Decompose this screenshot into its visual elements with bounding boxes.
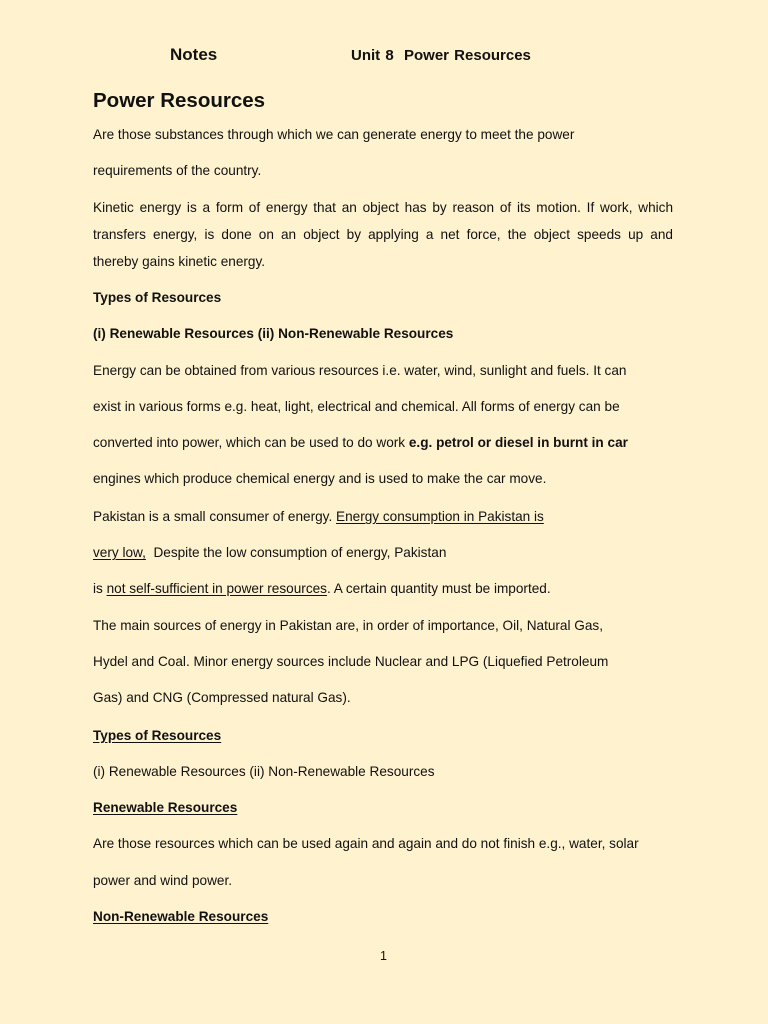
paragraph-line-22: power and wind power. <box>93 873 233 888</box>
paragraph-line-13 <box>93 544 446 562</box>
paragraph-line-1: Are those substances through which we can generate energy to meet the power <box>93 127 575 142</box>
paragraph-line-3: Kinetic energy is a form of energy that an object has by reason of its motion. If work, which <box>93 200 673 215</box>
non-renewable-resources-heading: Non-Renewable Resources <box>93 909 269 924</box>
paragraph-line-2: requirements of the country. <box>93 163 262 178</box>
paragraph-line-12 <box>93 508 544 526</box>
paragraph-line-13-underlined: very low, <box>93 545 146 560</box>
renewable-resources-heading: Renewable Resources <box>93 800 238 815</box>
paragraph-line-10-text: converted into power, which can be used to do work <box>93 435 406 450</box>
paragraph-line-16: Hydel and Coal. Minor energy sources include Nuclear and LPG (Liquefied Petroleum <box>93 654 609 669</box>
paragraph-line-14-end: . A certain quantity must be imported. <box>326 581 551 596</box>
types-of-resources-subheading: Types of Resources <box>93 728 222 743</box>
header-unit-title: Unit 8 Power Resources <box>351 47 531 64</box>
page-title: Power Resources <box>93 89 266 112</box>
paragraph-line-11: engines which produce chemical energy and is used to make the car move. <box>93 471 547 486</box>
paragraph-line-17: Gas) and CNG (Compressed natural Gas). <box>93 690 351 705</box>
paragraph-line-14-underlined: not self-sufficient in power resources <box>106 581 327 596</box>
resource-types-plain: (i) Renewable Resources (ii) Non-Renewable Resources <box>93 764 435 779</box>
paragraph-line-10 <box>93 434 628 452</box>
paragraph-line-12-underlined: Energy consumption in Pakistan is <box>336 509 544 524</box>
resource-types-bold: (i) Renewable Resources (ii) Non-Renewable Resources <box>93 326 454 341</box>
paragraph-line-4: transfers energy, is done on an object by applying a net force, the object speeds up and <box>93 227 673 242</box>
types-of-resources-heading: Types of Resources <box>93 290 222 305</box>
paragraph-line-14-start: is <box>93 581 107 596</box>
paragraph-line-15: The main sources of energy in Pakistan are, in order of importance, Oil, Natural Gas, <box>93 618 603 633</box>
paragraph-line-12-text: Pakistan is a small consumer of energy. <box>93 509 337 524</box>
paragraph-line-21: Are those resources which can be used again and again and do not finish e.g., water, solar <box>93 836 639 851</box>
paragraph-line-8: Energy can be obtained from various resources i.e. water, wind, sunlight and fuels. It can <box>93 363 627 378</box>
page-number: 1 <box>380 949 387 963</box>
paragraph-line-14 <box>93 580 551 598</box>
paragraph-line-10-bold: e.g. petrol or diesel in burnt in car <box>405 435 628 450</box>
paragraph-line-5: thereby gains kinetic energy. <box>93 254 266 269</box>
paragraph-line-9: exist in various forms e.g. heat, light, electrical and chemical. All forms of energy can be <box>93 399 620 414</box>
paragraph-line-13-text: Despite the low consumption of energy, Pakistan <box>145 545 447 560</box>
header-notes: Notes <box>170 45 218 64</box>
